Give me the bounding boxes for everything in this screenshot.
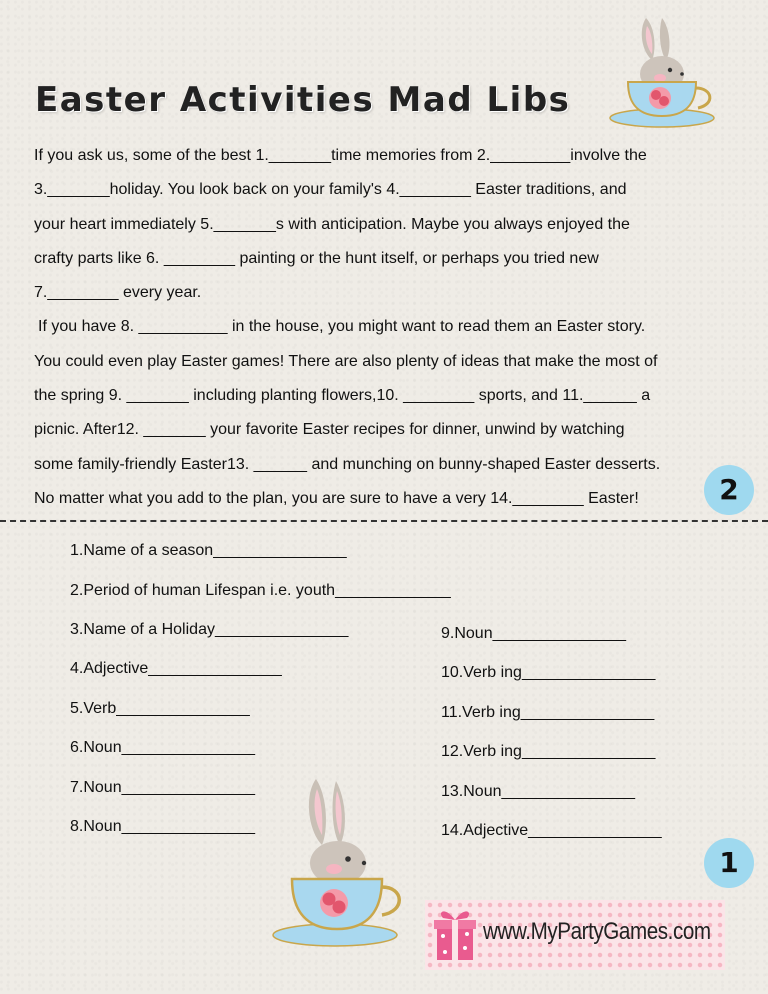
website-link[interactable]: www.MyPartyGames.com xyxy=(483,918,711,945)
word-prompt: 13.Noun_______________ xyxy=(441,783,635,800)
word-prompt: 3.Name of a Holiday_______________ xyxy=(70,621,349,638)
word-prompt: 4.Adjective_______________ xyxy=(70,660,282,677)
word-prompt: 1.Name of a season_______________ xyxy=(70,542,347,559)
page-badge-1: 1 xyxy=(704,838,754,888)
word-prompt: 10.Verb ing_______________ xyxy=(441,664,656,681)
word-prompt: 11.Verb ing_______________ xyxy=(441,704,655,721)
story-line: your heart immediately 5._______s with anticipation. Maybe you always enjoyed the xyxy=(34,215,630,233)
word-prompt: 9.Noun_______________ xyxy=(441,625,627,642)
story-line: crafty parts like 6. ________ painting or the hunt itself, or perhaps you tried new xyxy=(34,249,599,267)
word-prompt: 6.Noun_______________ xyxy=(70,739,256,756)
story-line: some family-friendly Easter13. ______ and munching on bunny-shaped Easter desserts. xyxy=(34,455,661,473)
story-line: You could even play Easter games! There are also plenty of ideas that make the most of xyxy=(34,352,658,370)
story-line: 3._______holiday. You look back on your family's 4.________ Easter traditions, and xyxy=(34,181,627,199)
story-line: If you have 8. __________ in the house, you might want to read them an Easter story. xyxy=(38,318,646,336)
word-prompt: 2.Period of human Lifespan i.e. youth_____________ xyxy=(70,582,451,599)
word-prompt: 5.Verb_______________ xyxy=(70,700,250,717)
word-prompt: 12.Verb ing_______________ xyxy=(441,743,656,760)
word-prompt: 14.Adjective_______________ xyxy=(441,822,662,839)
word-prompt: 7.Noun_______________ xyxy=(70,779,256,796)
bunny-teacup-top-icon xyxy=(600,8,725,133)
word-prompt: 8.Noun_______________ xyxy=(70,818,256,835)
story-line: If you ask us, some of the best 1._______time memories from 2._________involve the xyxy=(34,147,647,164)
page-badge-2: 2 xyxy=(704,465,754,515)
bunny-teacup-bottom-icon xyxy=(260,775,410,955)
gift-box-icon xyxy=(431,904,479,964)
story-line: 7.________ every year. xyxy=(34,284,202,302)
dashed-divider xyxy=(0,520,768,522)
page-title: Easter Activities Mad Libs xyxy=(35,80,571,120)
story-text xyxy=(34,139,746,516)
story-line: No matter what you add to the plan, you are sure to have a very 14.________ Easter! xyxy=(34,489,639,507)
story-line: picnic. After12. _______ your favorite Easter recipes for dinner, unwind by watching xyxy=(34,421,625,439)
story-line: the spring 9. _______ including planting flowers,10. ________ sports, and 11.______ a xyxy=(34,387,651,405)
footer-banner xyxy=(425,900,725,970)
